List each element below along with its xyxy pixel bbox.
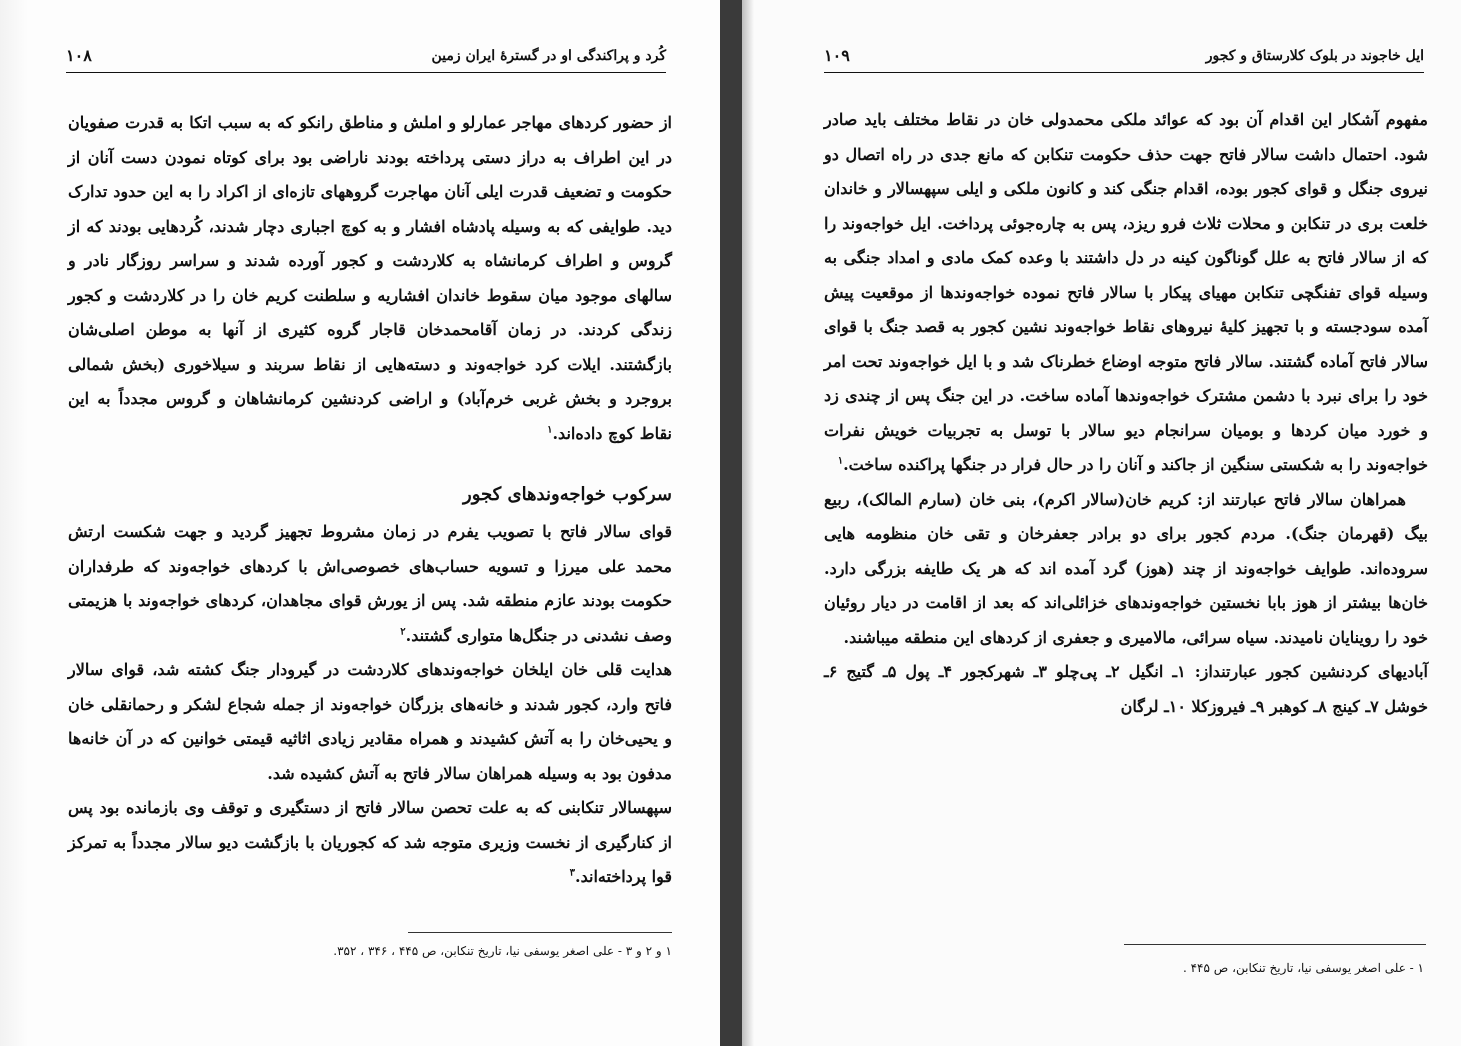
gutter-shadow [742,0,754,1046]
paragraph: قوای سالار فاتح با تصویب یفرم در زمان مشروط تجهیز گردید و جهت شکست ارتش محمد علی میرزا و تسویه حساب‌های خصوصی‌اش با کردهای خواجه‌وند که طرفداران حکومت بودند عازم منطقه شد. پس از یورش قوای مجاهدان، کردهای خواجه‌وند با هزیمتی وصف نشدنی در جنگل‌ها متواری گشتند.$^۲$ [68,522,672,645]
scan-left-edge [0,0,28,1046]
footnote-marker: ۲ [400,626,406,638]
body-text [68,106,672,895]
header-title: ایل خاجوند در بلوک کلارستاق و کجور [1205,48,1424,64]
paragraph: سپهسالار تنکابنی که به علت تحصن سالار فاتح از دستگیری و توقف وی بازمانده بود پس از کنارگیری از نخست وزیری متوجه شد که کجوریان با بازگشت دیو سالار مجدداً به تمرکز قوا پرداخته‌اند.$^۳$ [68,798,672,886]
footnote-rule [408,932,672,933]
footnote: ۱ و ۲ و ۳ - علی اصغر یوسفی نیا، تاریخ تنکابن، ص ۴۴۵ ، ۳۴۶ ، ۳۵۲. [333,944,672,958]
footnote-marker: ۱ [837,455,844,467]
left-page [28,0,720,1046]
header-title: کُرد و پراکندگی او در گسترهٔ ایران زمین [431,48,666,64]
page-number: ۱۰۹ [824,46,850,65]
footnote-marker: ۳ [569,867,576,879]
footnote: ۱ - علی اصغر یوسفی نیا، تاریخ تنکابن، ص ۴۴۵ . [1182,961,1424,975]
paragraph: مفهوم آشکار این اقدام آن بود که عوائد ملکی محمدولی خان در نقاط مختلف باید صادر شود. احتمال داشت سالار فاتح جهت حذف حکومت تنکابن که مانع جدی در راه اتصال دو نیروی جنگل و قوای کجور بوده، اقدام جنگی کند و کانون ملکی و ایلی سپهسالار و خاندان خلعت بری در تنکابن و محلات ثلاث فرو ریزد، پس به چاره‌جوئی پرداخت. ایل خواجه‌وند را که از سالار فاتح به علل گوناگون کینه در دل داشتند با وعده کمک مادی و امداد جنگی به وسیله قوای تفنگچی تنکابن مهیای پیکار با سالار فاتح نموده خواجه‌وندها از موقعیت پیش آمده سودجسته و با تجهیز کلیهٔ نیروهای نقاط خواجه‌وند نشین کجور به قصد جنگ با قوای سالار فاتح آماده گشتند. سالار فاتح متوجه اوضاع خطرناک شد و با ایل خواجه‌وند تحت امر خود را برای نبرد با دشمن مشترک خواجه‌وندها آماده ساخت. در این جنگ پس از چندی زد و خورد میان کردها و بومیان سرانجام دیو سالار با توسل به تجربیات خویش نفرات خواجه‌وند را به شکستی سنگین از جاکند و آنان را در حال فرار در جنگها پراکنده ساخت.$^۱$ [824,110,1429,474]
running-head [66,44,666,73]
paragraph: هدایت قلی خان ایلخان خواجه‌وندهای کلاردشت در گیرودار جنگ کشته شد، قوای سالار فاتح وارد، کجور شدند و خانه‌های بزرگان خواجه‌وند از جمله شجاع لشکر و رحمانقلی خان و یحیی‌خان را به آتش کشیدند و همراه مقادیر زیادی اثاثیه قیمتی خوانین که در آن خانه‌ها مدفون بود به وسیله همراهان سالار فاتح به آتش کشیده شد. [68,660,672,783]
page-number: ۱۰۸ [66,46,92,65]
body-text [824,103,1428,724]
running-head [824,44,1424,73]
book-gutter [720,0,742,1046]
paragraph: همراهان سالار فاتح عبارتند از: کریم خان(سالار اکرم)، بنی خان (سارم المالک)، ربیع بیگ (قهرمان جنگ). مردم کجور برای دو برادر جعفرخان و تقی خان منظومه هایی سروده‌اند. طوایف خواجه‌وند از چند (هوز) گرد آمده اند که هر یک طایفه بزرگی دارد. خان‌ها بیشتر از هوز بابا نخستین خواجه‌وندهای خزائلی‌اند که بعد از اقامت در دیار روئیان خود را روینایان نامیدند. سیاه سرائی، مالامیری و جعفری از کردهای این منطقه میباشند. [824,489,1428,647]
paragraph: از حضور کردهای مهاجر عمارلو و املش و مناطق رانکو که به سبب اتکا به قدرت صفویان در این اطراف به دراز دستی پرداخته بودند ناراضی بود برای کوتاه نمودن دست آنان از حکومت و تضعیف قدرت ایلی آنان مهاجرت گروههای تازه‌ای از اکراد را به این حدود تدارک دید. طوایفی که به وسیله پادشاه افشار و به کوچ اجباری دچار شدند، کُردهایی بودند که از گروس و اطراف کرمانشاه به کلاردشت و کجور آورده شدند و سراسر روزگار نادر و سالهای موجود میان سقوط خاندان افشاریه و سلطنت کریم خان را در کلاردشت و کجور زندگی کردند. در زمان آقامحمدخان قاجار گروه کثیری از آنها به موطن اصلی‌شان بازگشتند. ایلات کرد خواجه‌وند و دسته‌هایی از نقاط سربند و سیلاخوری (بخش شمالی بروجرد و بخش غربی خرم‌آباد) و اراضی کردنشین کرمانشاهان و گروس مجدداً به این نقاط کوچ داده‌اند.$^۱$ [68,113,673,443]
footnote-marker: ۱ [547,424,553,436]
footnote-rule [1124,944,1426,945]
paragraph: آبادیهای کردنشین کجور عبارتنداز: ۱ـ انگیل ۲ـ پی‌چلو ۳ـ شهرکجور ۴ـ پول ۵ـ گتیج ۶ـ خوشل ۷ـ کینج ۸ـ کوهبر ۹ـ فیروزکلا ۱۰ـ لرگان [824,662,1428,716]
right-page [742,0,1461,1046]
section-heading: سرکوب خواجه‌وندهای کجور [463,484,672,505]
